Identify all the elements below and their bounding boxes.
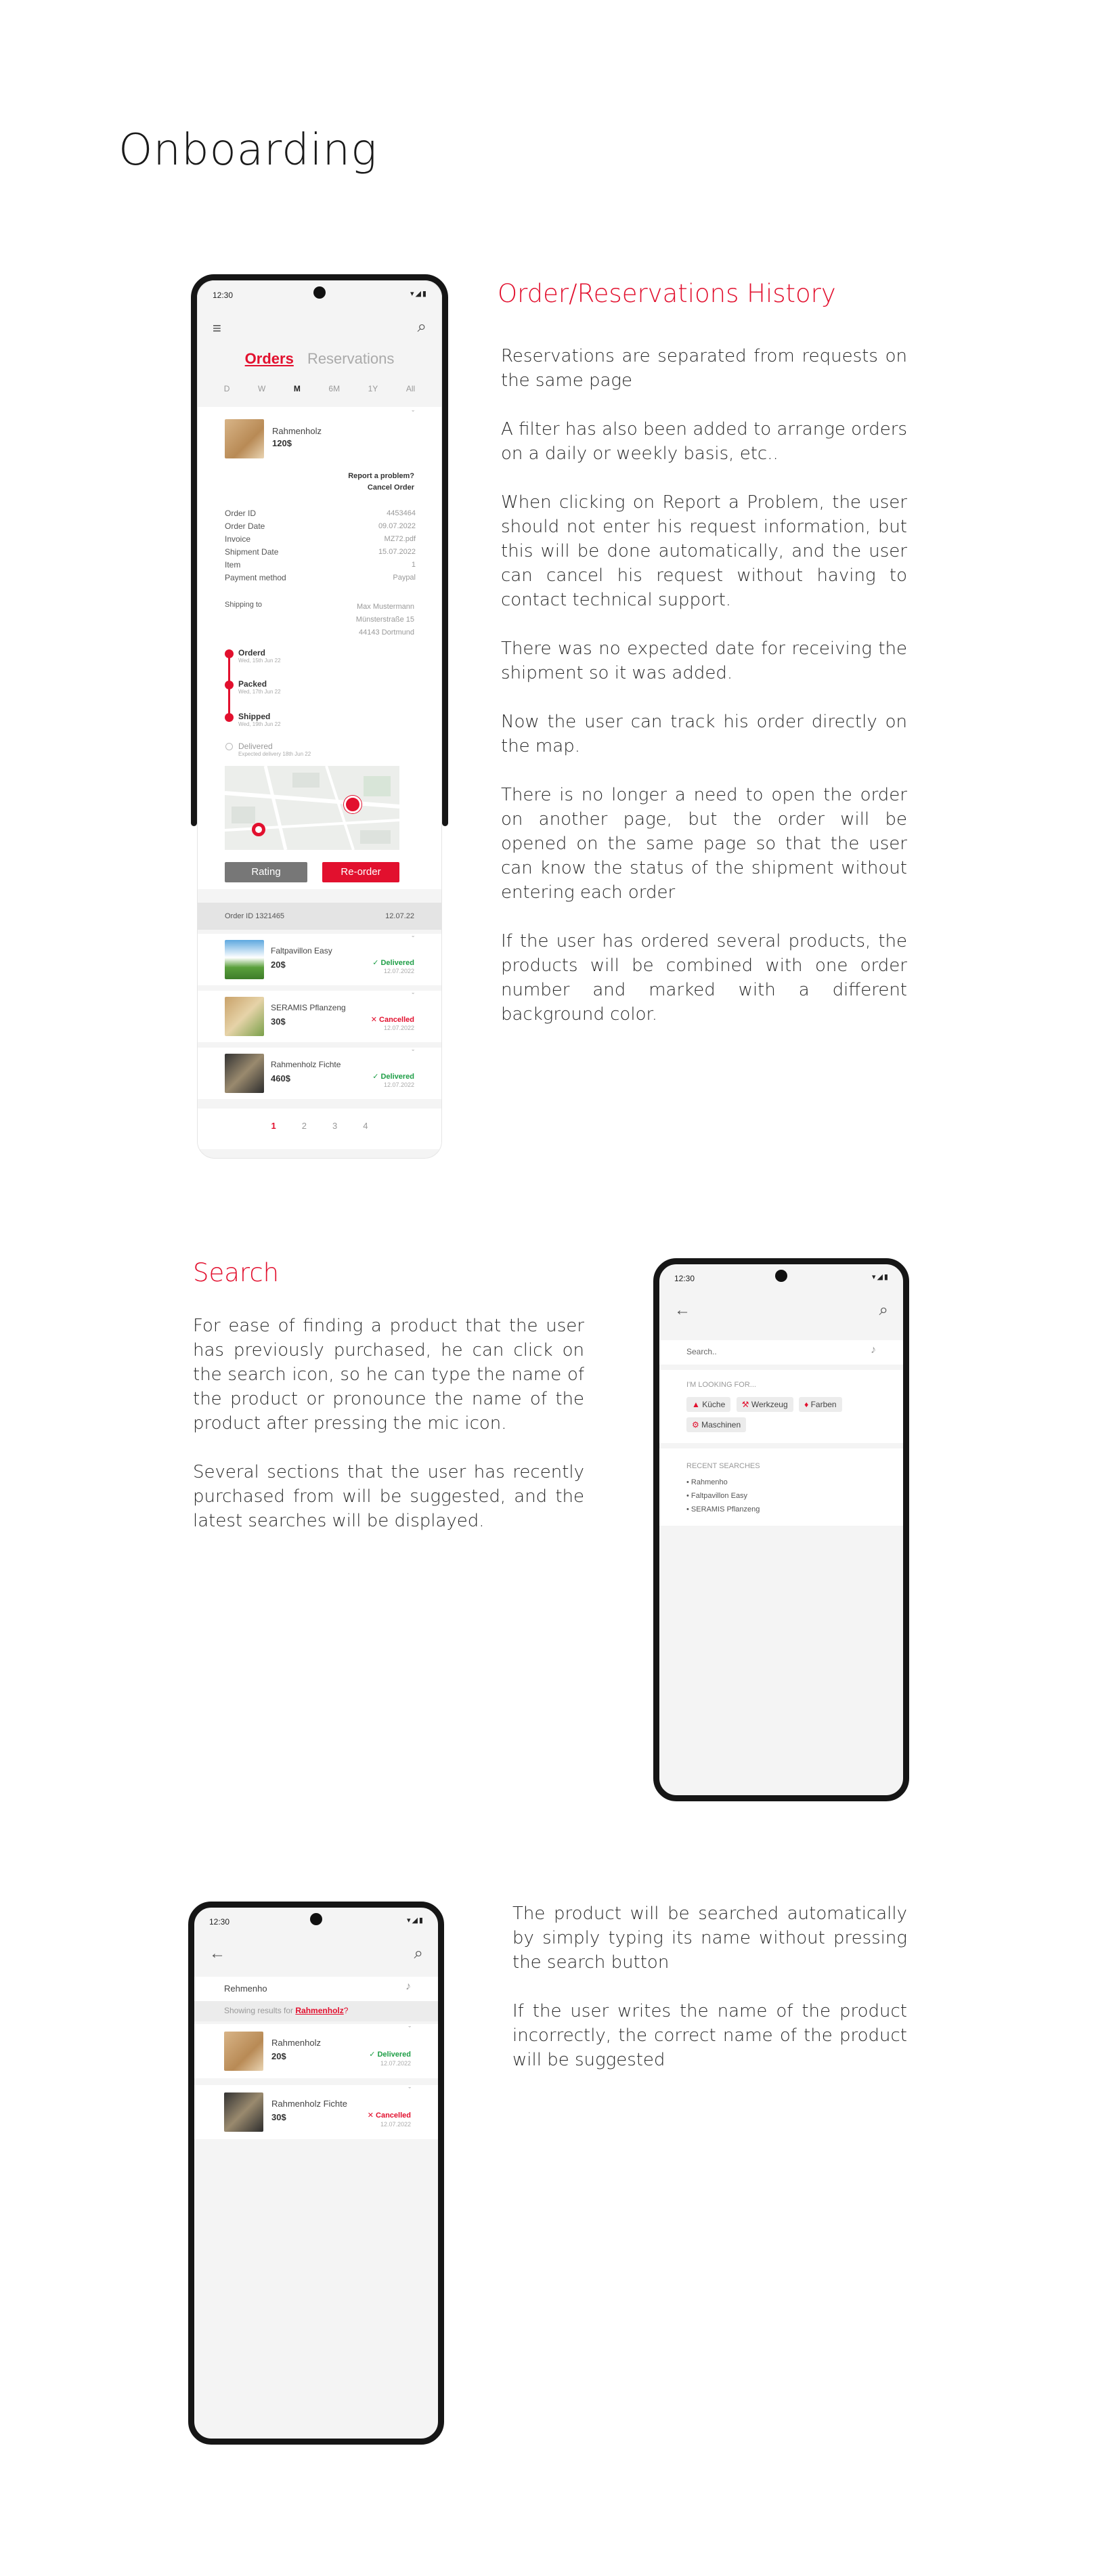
results-prefix: Showing results for [224,2006,296,2015]
shipping-address [356,601,414,639]
step-dot [225,681,234,689]
paragraph: Several sections that the user has recently purchased from will be suggested, and the latest searches will be displayed. [193,1462,584,1531]
paragraph: Reservations are separated from requests on the same page [501,346,907,391]
detail-value: 09.07.2022 [378,522,416,530]
shipping-label: Shipping to [225,601,263,609]
tab-reservations[interactable]: Reservations [307,350,395,367]
page-3[interactable]: 3 [332,1121,338,1131]
signal-battery-icon: ▾◢▮ [406,1916,424,1925]
camera-notch [310,1913,322,1925]
product-name: Rahmenholz Fichte [271,1060,341,1069]
product-price: 20$ [271,960,286,970]
chevron-down-icon[interactable]: ˇ [412,1049,414,1057]
list-item[interactable] [198,1048,441,1099]
paragraph: The product will be searched automatically by simply typing its name without pressing the search button [512,1904,907,1973]
search-icon[interactable]: ⌕ [414,1944,423,1962]
menu-icon[interactable]: ≡ [213,320,221,337]
status-bar [194,1908,438,1936]
filter-w[interactable]: W [257,384,266,393]
paragraph: If the user writes the name of the product incorrectly, the correct name of the product will be suggested [512,2001,907,2070]
back-arrow-icon[interactable]: ← [209,1944,225,1962]
autosearch-description [512,1902,907,2097]
status-badge: ✕ Cancelled [370,1016,414,1024]
section-title-orders: Order/Reservations History [498,279,836,308]
pagination [198,1109,441,1149]
detail-label: Payment method [225,573,286,582]
paragraph: There is no longer a need to open the order on another page, but the order will be opened on the same page so that the user can know the status of the shipment without entering each order [501,785,907,903]
filter-1y[interactable]: 1Y [368,384,378,393]
tracking-timeline [225,649,394,758]
search-icon[interactable]: ⌕ [417,318,426,336]
step-date: Wed, 19th Jun 22 [238,721,281,727]
recent-search-item[interactable]: • SERAMIS Pflanzeng [686,1505,760,1514]
product-name: Faltpavillon Easy [271,946,332,956]
kitchen-icon: ▲ [692,1400,700,1409]
suggested-term-link[interactable]: Rahmenholz [295,2006,344,2015]
status-time: 12:30 [209,1917,230,1927]
search-results-phone [188,1902,444,2445]
paragraph: When clicking on Report a Problem, the user should not enter his request information, but this will be done automatically, and the user can cancel his request without having to contact technical support. [501,492,907,610]
detail-label: Order ID [225,509,257,518]
signal-battery-icon: ▾◢▮ [410,290,428,298]
detail-label: Invoice [225,534,251,544]
date-filter [198,374,441,402]
recent-search-item[interactable]: • Faltpavillon Easy [686,1492,748,1500]
orders-phone [191,274,448,1160]
recent-search-item[interactable]: • Rahmenho [686,1478,728,1486]
step-dot [225,649,234,658]
chip-maschinen[interactable] [686,1417,746,1432]
status-bar [659,1264,903,1293]
paint-drop-icon: ♦ [804,1400,809,1409]
product-image [224,2032,263,2071]
results-suffix: ? [343,2006,349,2015]
detail-value: Paypal [393,574,416,582]
signal-battery-icon: ▾◢▮ [871,1273,890,1281]
detail-label: Shipment Date [225,547,279,557]
product-price: 120$ [272,438,292,448]
paragraph: For ease of finding a product that the user has previously purchased, he can click on the search icon, so he can type the name of the product or pronounce the name of the product after pressing the mic icon. [193,1316,584,1434]
truck-marker-icon [344,796,362,813]
map-graphic [225,766,399,850]
section-label: I'M LOOKING FOR... [686,1381,756,1389]
invoice-link[interactable]: MZ72.pdf [384,535,416,543]
detail-value: 1 [411,561,416,569]
product-name: Rahmenholz Fichte [271,2099,347,2109]
address-line: Münsterstraße 15 [355,616,414,624]
item-date: 12.07.2022 [380,2060,411,2067]
product-price: 20$ [271,2051,286,2061]
product-image [225,940,264,979]
product-image [225,1054,264,1093]
status-badge: ✓ Delivered [372,959,414,967]
section-title-search: Search [193,1258,280,1287]
product-name: SERAMIS Pflanzeng [271,1003,346,1012]
search-description [193,1314,584,1558]
chevron-down-icon[interactable]: ˇ [408,2025,411,2034]
order-details [225,507,416,584]
camera-notch [313,286,326,299]
paragraph: There was no expected date for receiving the shipment so it was added. [501,639,907,683]
mic-icon[interactable]: ♪ [871,1344,876,1356]
rating-button[interactable]: Rating [225,862,307,882]
chip-label: Maschinen [701,1420,741,1430]
page-1[interactable]: 1 [271,1121,276,1131]
item-date: 12.07.2022 [383,1025,414,1031]
status-time: 12:30 [213,291,234,300]
product-price: 460$ [271,1073,290,1083]
product-price: 30$ [271,2112,286,2122]
list-item[interactable] [194,2085,438,2139]
address-line: Max Mustermann [357,603,414,611]
chip-label: Farben [810,1400,837,1409]
section-label: RECENT SEARCHES [686,1462,760,1470]
chevron-down-icon[interactable]: ˇ [408,2086,411,2095]
cancel-order-link[interactable]: Cancel Order [367,484,414,492]
chip-kueche[interactable] [686,1397,730,1412]
search-bar [194,1977,438,2001]
destination-marker-icon [252,823,265,836]
address-line: 44143 Dortmund [359,628,414,637]
expanded-order-card [198,407,441,889]
list-item[interactable] [198,991,441,1042]
looking-for-section [659,1370,903,1443]
product-price: 30$ [271,1016,286,1027]
chevron-down-icon[interactable]: ˇ [412,992,414,1000]
detail-label: Order Date [225,521,265,531]
search-bar [659,1340,903,1365]
item-date: 12.07.2022 [383,1081,414,1088]
step-date: Wed, 15th Jun 22 [238,658,281,664]
group-order-date: 12.07.22 [385,912,414,920]
chip-farben[interactable] [799,1397,842,1412]
step-date: Wed, 17th Jun 22 [238,689,281,695]
page-4[interactable]: 4 [363,1121,368,1131]
search-icon[interactable]: ⌕ [879,1301,888,1319]
camera-notch [775,1270,787,1282]
chevron-down-icon[interactable]: ˇ [412,935,414,943]
tracking-map[interactable] [225,766,399,850]
paragraph: If the user has ordered several products, the products will be combined with one order number and marked with a different background color. [501,931,907,1025]
paragraph: A filter has also been added to arrange orders on a daily or weekly basis, etc.. [501,419,907,464]
chevron-up-icon[interactable]: ˇ [412,410,414,418]
orders-description [501,344,907,1051]
report-problem-link[interactable]: Report a problem? [348,472,414,480]
list-item[interactable] [198,934,441,985]
step-title: Packed [238,679,267,689]
status-bar [198,281,441,309]
search-phone [653,1258,909,1801]
detail-value: 15.07.2022 [378,548,416,556]
filter-all[interactable]: All [406,384,416,393]
product-image [224,2092,263,2132]
step-dot [225,743,233,750]
list-item[interactable] [194,2024,438,2078]
step-date: Expected delivery 18th Jun 22 [238,751,311,757]
item-date: 12.07.2022 [380,2121,411,2128]
group-order-id: Order ID 1321465 [225,912,285,920]
product-image [225,997,264,1036]
did-you-mean [194,2001,438,2021]
hammer-icon: ⚒ [741,1400,749,1409]
search-input[interactable]: Rehmenho [224,1983,267,1994]
chip-label: Küche [702,1400,726,1409]
step-title: Shipped [238,712,271,721]
filter-6m[interactable]: 6M [328,384,341,393]
product-name: Rahmenholz [271,2038,321,2048]
product-image [225,419,264,458]
page-2[interactable]: 2 [301,1121,307,1131]
paragraph: Now the user can track his order directly on the map. [501,712,907,756]
filter-d[interactable]: D [223,384,230,393]
recent-searches-section [659,1448,903,1526]
chip-label: Werkzeug [751,1400,788,1409]
step-title: Orderd [238,648,266,658]
status-badge: ✕ Cancelled [367,2111,411,2120]
detail-value: 4453464 [387,509,416,517]
status-badge: ✓ Delivered [372,1073,414,1081]
chip-werkzeug[interactable] [737,1397,793,1412]
page-title: Onboarding [118,125,378,175]
back-arrow-icon[interactable]: ← [674,1301,691,1319]
step-dot [225,713,234,722]
order-group-header [198,903,441,930]
product-name: Rahmenholz [272,426,322,436]
reorder-button[interactable]: Re-order [322,862,399,882]
filter-m[interactable]: M [293,384,301,393]
gear-icon: ⚙ [692,1420,699,1430]
detail-label: Item [225,560,241,570]
item-date: 12.07.2022 [383,968,414,974]
status-time: 12:30 [674,1274,695,1283]
status-badge: ✓ Delivered [369,2051,411,2059]
search-input[interactable]: Search.. [686,1347,717,1356]
mic-icon[interactable]: ♪ [406,1981,411,1992]
step-title: Delivered [238,742,273,751]
tab-orders[interactable]: Orders [244,350,294,367]
